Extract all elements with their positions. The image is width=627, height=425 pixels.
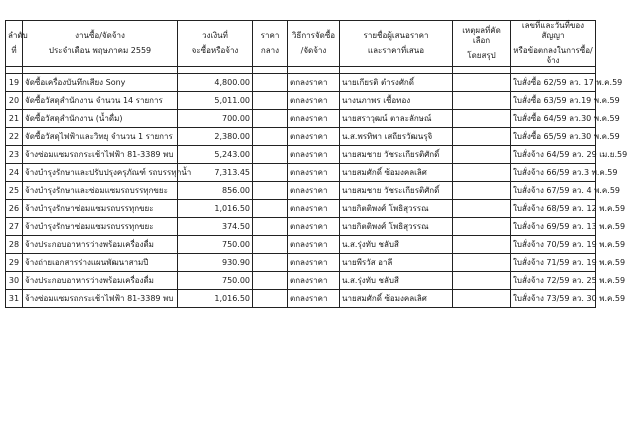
row-reason	[453, 272, 511, 290]
row-number: 23	[6, 146, 23, 164]
row-method: ตกลงราคา	[288, 200, 340, 218]
row-contract: ใบสั่งซื้อ 65/59 ลว.30 พ.ค.59	[511, 128, 596, 146]
table-row	[6, 272, 596, 290]
row-amount: 7,313.45	[178, 164, 253, 182]
row-item: จัดซื้อวัสดุสำนักงาน จำนวน 14 รายการ	[23, 92, 178, 110]
row-median-price	[253, 218, 288, 236]
row-method: ตกลงราคา	[288, 128, 340, 146]
row-contract: ใบสั่งจ้าง 70/59 ลว. 19 พ.ค.59	[511, 236, 596, 254]
row-method: ตกลงราคา	[288, 218, 340, 236]
row-number: 30	[6, 272, 23, 290]
row-amount: 2,380.00	[178, 128, 253, 146]
header-vendor: รายชื่อผู้เสนอราคา และราคาที่เสนอ	[340, 21, 453, 67]
table-row	[6, 254, 596, 272]
row-median-price	[253, 182, 288, 200]
table-row	[6, 128, 596, 146]
row-amount: 750.00	[178, 236, 253, 254]
procurement-table	[5, 20, 627, 308]
table-row	[6, 200, 596, 218]
row-vendor: นายสมชาย วัชระเกียรติศักดิ์	[340, 182, 453, 200]
row-item: จัดซื้อวัสดุสำนักงาน (น้ำดื่ม)	[23, 110, 178, 128]
row-contract: ใบสั่งซื้อ 64/59 ลว.30 พ.ค.59	[511, 110, 596, 128]
row-reason	[453, 254, 511, 272]
row-median-price	[253, 272, 288, 290]
row-item: จ้างบำรุงรักษาและซ่อมแซมรถบรรทุกขยะ	[23, 182, 178, 200]
row-amount: 1,016.50	[178, 200, 253, 218]
table-row	[6, 290, 596, 308]
row-vendor: น.ส.พรทิพา เสถียรวัฒนรุจิ	[340, 128, 453, 146]
row-contract: ใบสั่งจ้าง 68/59 ลว. 12 พ.ค.59	[511, 200, 596, 218]
row-number: 29	[6, 254, 23, 272]
row-contract: ใบสั่งซื้อ 62/59 ลว. 17 พ.ค.59	[511, 74, 596, 92]
row-reason	[453, 164, 511, 182]
row-vendor: น.ส.รุ่งทับ ชลับสี	[340, 272, 453, 290]
table-row	[6, 218, 596, 236]
row-method: ตกลงราคา	[288, 236, 340, 254]
row-median-price	[253, 236, 288, 254]
row-method: ตกลงราคา	[288, 272, 340, 290]
row-method: ตกลงราคา	[288, 74, 340, 92]
row-reason	[453, 236, 511, 254]
row-number: 26	[6, 200, 23, 218]
row-item: จ้างซ่อมแซมรถกระเช้าไฟฟ้า 81-3389 พบ	[23, 290, 178, 308]
row-number: 24	[6, 164, 23, 182]
row-amount: 5,011.00	[178, 92, 253, 110]
row-median-price	[253, 146, 288, 164]
row-amount: 374.50	[178, 218, 253, 236]
row-vendor: นายสมชาย วัชระเกียรติศักดิ์	[340, 146, 453, 164]
row-median-price	[253, 290, 288, 308]
row-vendor: นายเกียรติ ตำรงศักดิ์	[340, 74, 453, 92]
row-contract: ใบสั่งจ้าง 66/59 ลว.3 พ.ค.59	[511, 164, 596, 182]
row-amount: 4,800.00	[178, 74, 253, 92]
row-reason	[453, 218, 511, 236]
row-contract: ใบสั่งจ้าง 72/59 ลว. 25 พ.ค.59	[511, 272, 596, 290]
table-row	[6, 146, 596, 164]
header-item: งานซื้อ/จัดจ้าง ประจำเดือน พฤษภาคม 2559	[23, 21, 178, 67]
row-median-price	[253, 92, 288, 110]
row-amount: 5,243.00	[178, 146, 253, 164]
row-item: จ้างบำรุงรักษาซ่อมแซมรถบรรทุกขยะ	[23, 218, 178, 236]
row-reason	[453, 128, 511, 146]
row-vendor: นายพีรวัส อาลี	[340, 254, 453, 272]
row-method: ตกลงราคา	[288, 254, 340, 272]
table-row	[6, 110, 596, 128]
row-number: 21	[6, 110, 23, 128]
row-method: ตกลงราคา	[288, 146, 340, 164]
row-item: จ้างบำรุงรักษาและปรับปรุงครุภัณฑ์ รถบรรทุกน้ำ	[23, 164, 178, 182]
row-contract: ใบสั่งจ้าง 67/59 ลว. 4 พ.ค.59	[511, 182, 596, 200]
row-vendor: นายกิตติพงศ์ โพธิสุวรรณ	[340, 200, 453, 218]
table-row	[6, 164, 596, 182]
row-amount: 700.00	[178, 110, 253, 128]
row-method: ตกลงราคา	[288, 290, 340, 308]
row-median-price	[253, 128, 288, 146]
row-number: 27	[6, 218, 23, 236]
row-vendor: น.ส.รุ่งทับ ชลับสี	[340, 236, 453, 254]
row-reason	[453, 290, 511, 308]
row-median-price	[253, 164, 288, 182]
row-number: 19	[6, 74, 23, 92]
header-reason: เหตุผลที่คัดเลือก โดยสรุป	[453, 21, 511, 67]
table-row	[6, 74, 596, 92]
row-method: ตกลงราคา	[288, 110, 340, 128]
table-row	[6, 236, 596, 254]
row-vendor: นายสราวุฒน์ ตาละลักษณ์	[340, 110, 453, 128]
row-item: จ้างซ่อมแซมรถกระเช้าไฟฟ้า 81-3389 พบ	[23, 146, 178, 164]
table-row	[6, 182, 596, 200]
row-item: จ้างประกอบอาหารว่างพร้อมเครื่องดื่ม	[23, 236, 178, 254]
row-item: จ้างถ่ายเอกสารร่างแผนพัฒนาสามปี	[23, 254, 178, 272]
row-method: ตกลงราคา	[288, 92, 340, 110]
row-amount: 856.00	[178, 182, 253, 200]
table-spacer-row	[6, 67, 596, 74]
table-row	[6, 92, 596, 110]
row-vendor: นายสมศักดิ์ ซ้อมงคลเลิศ	[340, 290, 453, 308]
table-body	[6, 67, 627, 308]
header-method: วิธีการจัดซื้อ /จัดจ้าง	[288, 21, 340, 67]
row-number: 25	[6, 182, 23, 200]
row-item: จ้างบำรุงรักษาซ่อมแซมรถบรรทุกขยะ	[23, 200, 178, 218]
header-no: ลำดับ ที่	[6, 21, 23, 67]
row-vendor: นายกิตติพงศ์ โพธิสุวรรณ	[340, 218, 453, 236]
row-contract: ใบสั่งจ้าง 64/59 ลว. 29 เม.ย.59	[511, 146, 596, 164]
header-contract: เลขที่และวันที่ของสัญญา หรือข้อตกลงในการซื้อ/จ้าง	[511, 21, 596, 67]
row-number: 28	[6, 236, 23, 254]
row-amount: 1,016.50	[178, 290, 253, 308]
row-contract: ใบสั่งจ้าง 71/59 ลว. 19 พ.ค.59	[511, 254, 596, 272]
row-median-price	[253, 200, 288, 218]
row-amount: 930.90	[178, 254, 253, 272]
row-amount: 750.00	[178, 272, 253, 290]
row-number: 22	[6, 128, 23, 146]
row-number: 31	[6, 290, 23, 308]
row-reason	[453, 182, 511, 200]
row-median-price	[253, 74, 288, 92]
row-contract: ใบสั่งจ้าง 73/59 ลว. 30 พ.ค.59	[511, 290, 596, 308]
row-item: จัดซื้อเครื่องบันทึกเสียง Sony	[23, 74, 178, 92]
row-method: ตกลงราคา	[288, 164, 340, 182]
row-reason	[453, 146, 511, 164]
row-method: ตกลงราคา	[288, 182, 340, 200]
row-contract: ใบสั่งจ้าง 69/59 ลว. 13 พ.ค.59	[511, 218, 596, 236]
row-item: จ้างประกอบอาหารว่างพร้อมเครื่องดื่ม	[23, 272, 178, 290]
procurement-report	[5, 20, 627, 308]
table-header-row	[6, 21, 596, 67]
header-median-price: ราคา กลาง	[253, 21, 288, 67]
row-median-price	[253, 110, 288, 128]
row-vendor: นางนภาพร เชื้อทอง	[340, 92, 453, 110]
row-reason	[453, 92, 511, 110]
row-median-price	[253, 254, 288, 272]
row-number: 20	[6, 92, 23, 110]
row-item: จัดซื้อวัสดุไฟฟ้าและวิทยุ จำนวน 1 รายการ	[23, 128, 178, 146]
row-vendor: นายสมศักดิ์ ซ้อมงคลเลิศ	[340, 164, 453, 182]
row-reason	[453, 74, 511, 92]
header-amount: วงเงินที่ จะซื้อหรือจ้าง	[178, 21, 253, 67]
row-contract: ใบสั่งซื้อ 63/59 ลว.19 พ.ค.59	[511, 92, 596, 110]
row-reason	[453, 200, 511, 218]
row-reason	[453, 110, 511, 128]
